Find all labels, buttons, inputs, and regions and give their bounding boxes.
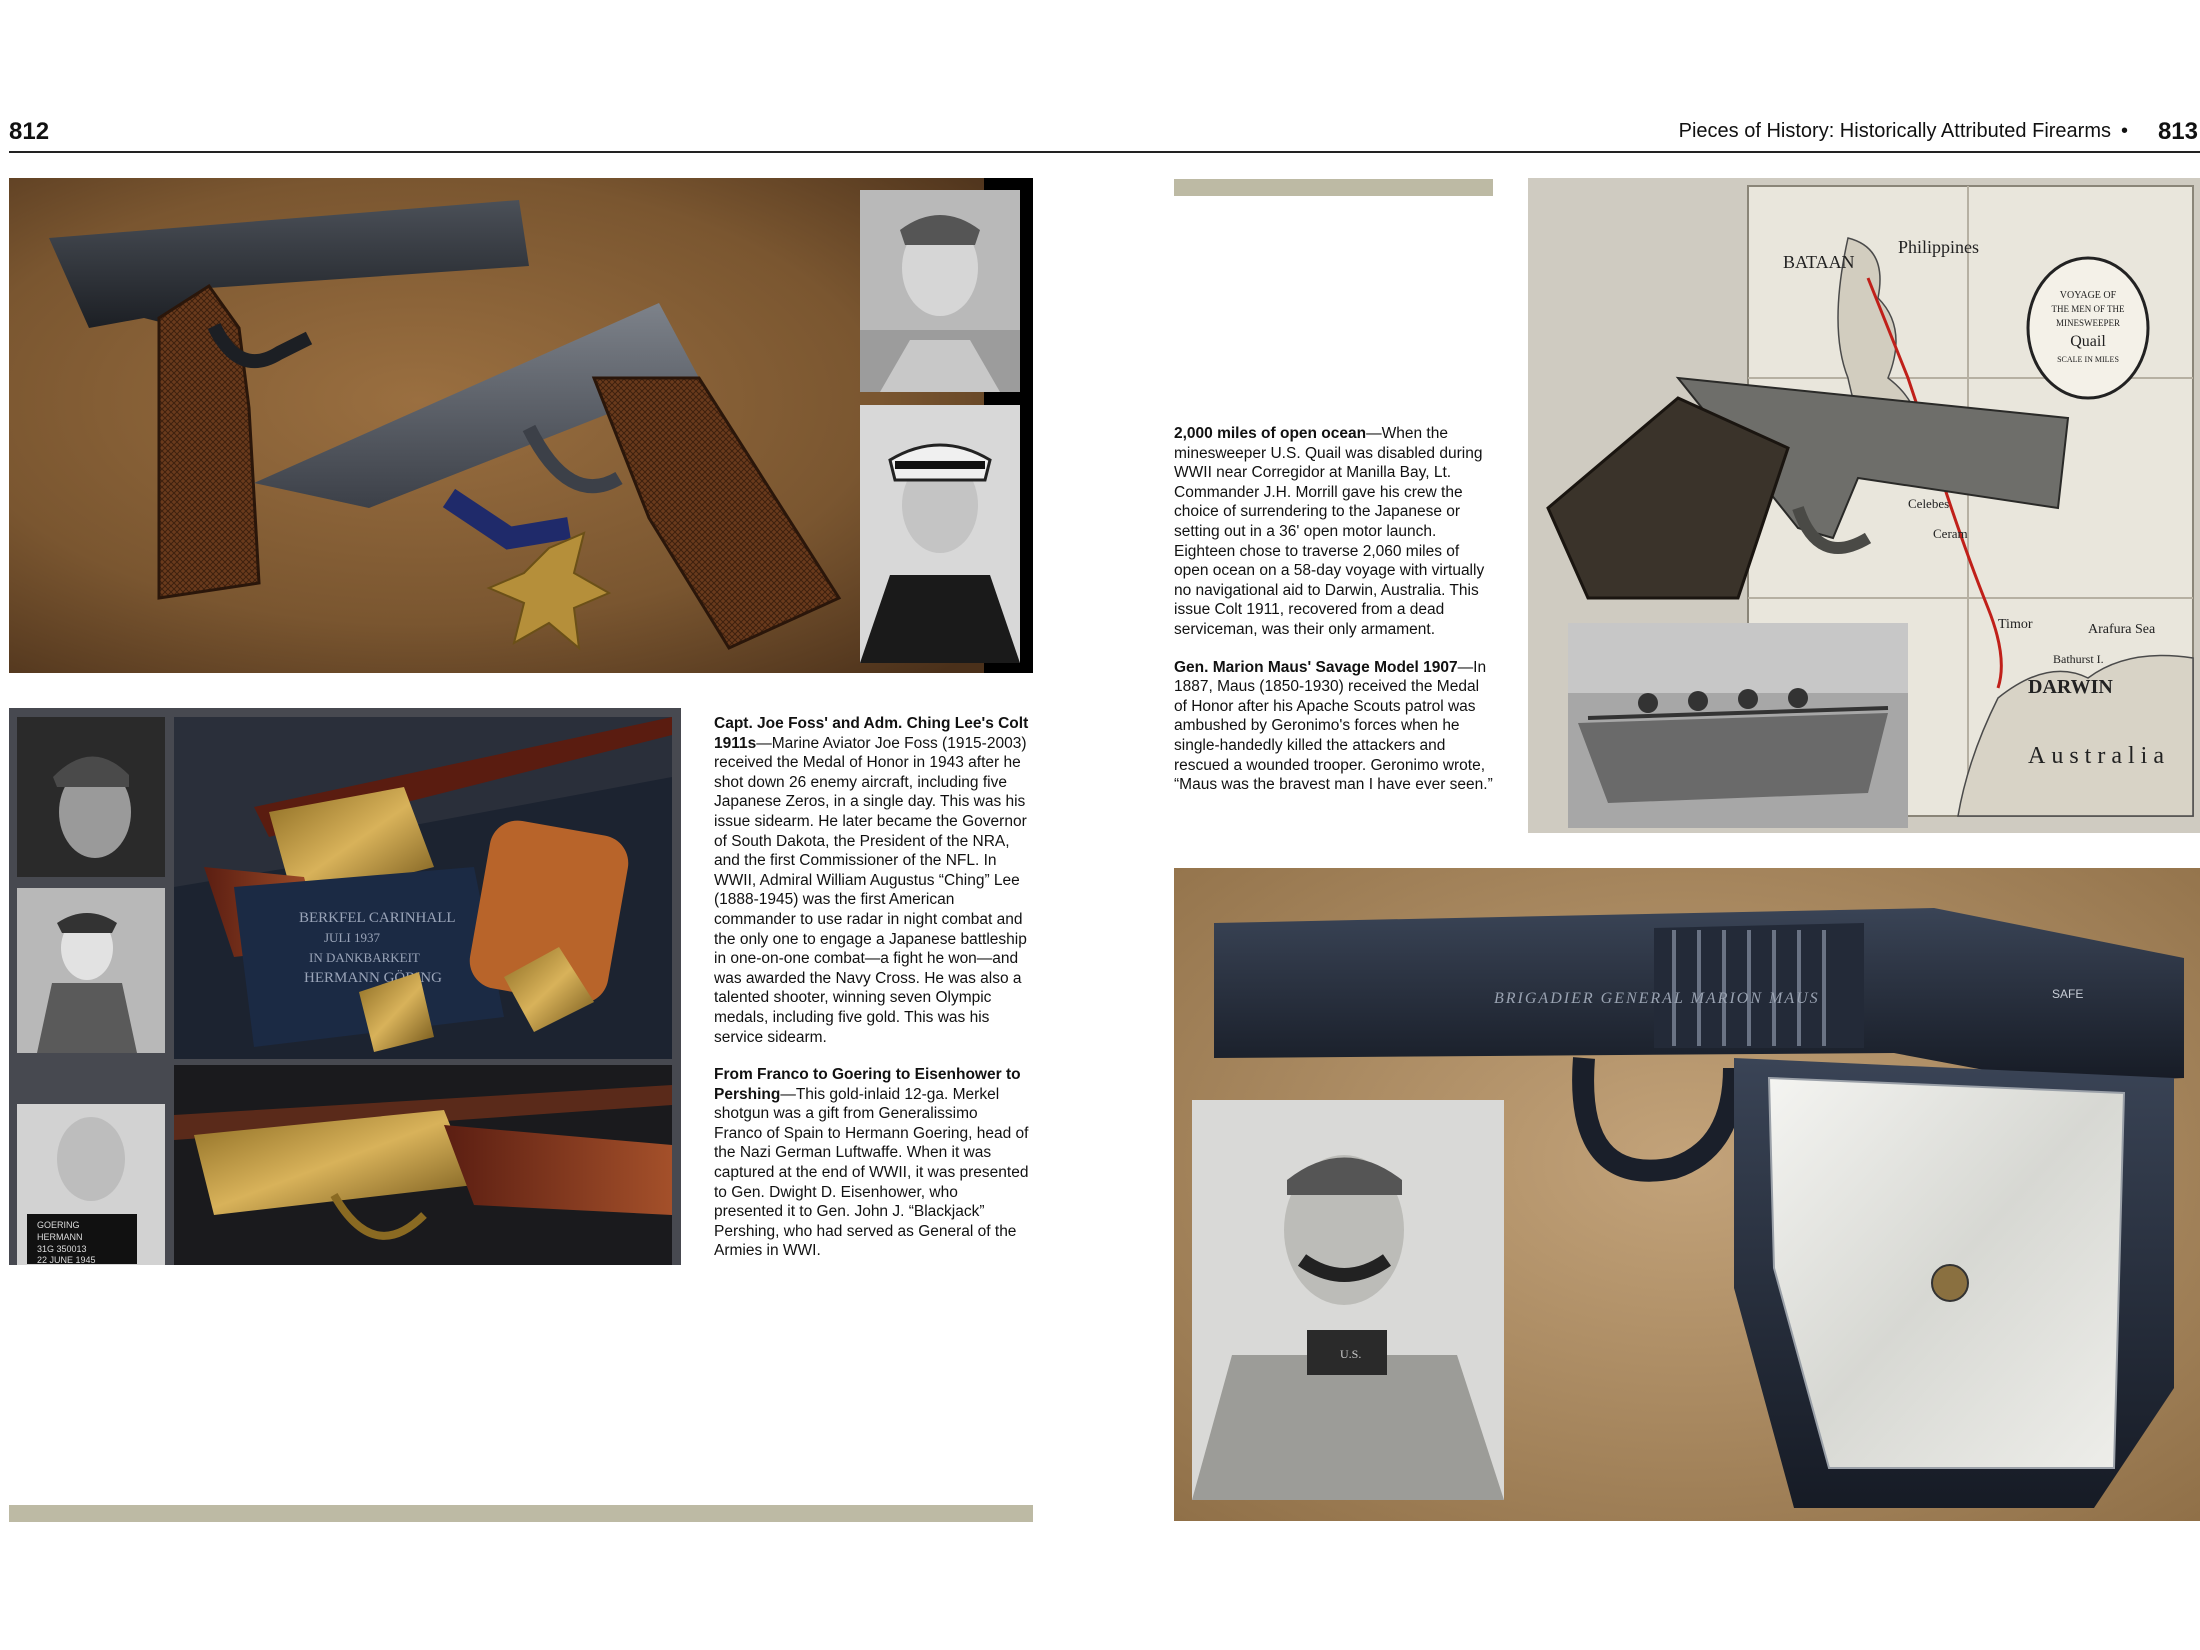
portrait-goering: [17, 1104, 165, 1265]
caption-body: —When the minesweeper U.S. Quail was disabled during WWII near Corregidor at Manilla Bay, Lt. Commander J.H. Morrill gave his crew the choice of surrendering to the Japanese or setting out in a 36' open motor launch. Eighteen chose to traverse 2,060 miles of open ocean on a 58-day voyage with virtually no navigational aid to Darwin, Australia. This issue Colt 1911, recovered from a dead serviceman, was their only armament.: [1174, 425, 1485, 638]
portrait-marion-maus: [1192, 1100, 1504, 1500]
header-rule: [9, 151, 2200, 153]
caption-body: —Marine Aviator Joe Foss (1915-2003) received the Medal of Honor in 1943 after he shot down 26 enemy aircraft, including five Japanese Zeros, in a single day. This was his issue sidearm. He later became the Governor of South Dakota, the President of the NRA, and the first Commissioner of the NFL. In WWII, Admiral William Augustus “Ching” Lee (1888-1945) was the first American commander to use radar in night combat and the only one to engage a Japanese battleship in one-on-one combat—a fight he won—and was awarded the Navy Cross. He was also a talented shooter, winning seven Olympic medals, including five gold. This was his service sidearm.: [714, 734, 1027, 1046]
placard-line: GOERING: [37, 1220, 80, 1230]
caption-title: 2,000 miles of open ocean: [1174, 425, 1367, 442]
savage-safe-text: SAFE: [2052, 987, 2084, 1001]
map-label-ceram: Ceram: [1933, 526, 1968, 541]
motor-launch-photo: [1568, 623, 1908, 828]
map-label-bataan: BATAAN: [1783, 252, 1855, 272]
caption-column-right: [1174, 424, 1494, 807]
placard-line: 31G 350013: [37, 1244, 87, 1254]
caption-title: Gen. Marion Maus' Savage Model 1907: [1174, 658, 1458, 676]
right-page-number: 813: [2157, 118, 2198, 145]
savage-engraving-text: BRIGADIER GENERAL MARION MAUS: [1494, 990, 1820, 1007]
left-page-number: 812: [9, 118, 50, 145]
caption-column-left: [714, 714, 1030, 1273]
goering-shotgun-photo: [9, 708, 681, 1265]
shoulder-letters: U.S.: [1340, 1347, 1362, 1361]
caption-title: From Franco to Goering to Eisenhower to Pershing: [714, 1066, 1021, 1103]
section-title: Pieces of History: Historically Attributed Firearms: [1678, 120, 2111, 142]
placard-line: 22 JUNE 1945: [37, 1255, 96, 1265]
caption-body: —This gold-inlaid 12-ga. Merkel shotgun was a gift from Generalissimo Franco of Spain to Hermann Goering, head of the Nazi German Luftwaffe. When it was captured at the end of WWII, it was presented to Gen. Dwight D. Eisenhower, who presented it to Gen. John J. “Blackjack” Pershing, who had served as General of the Armies in WWI.: [714, 1085, 1029, 1260]
svg-text:THE MEN OF THE: THE MEN OF THE: [2051, 304, 2125, 314]
quail-colt-map-photo: [1528, 178, 2200, 833]
portrait-ching-lee: [860, 405, 1020, 663]
caption-franco-goering: [714, 1065, 1030, 1261]
svg-text:VOYAGE OF: VOYAGE OF: [2059, 290, 2117, 301]
map-label-australia: Australia: [2028, 743, 2170, 769]
placard-line: HERMANN: [37, 1232, 83, 1242]
case-lid-text: JULI 1937: [324, 930, 380, 945]
portrait-pershing: [17, 888, 165, 1053]
running-header: [1679, 120, 2138, 143]
caption-open-ocean: [1174, 424, 1494, 640]
caption-title: Capt. Joe Foss' and Adm. Ching Lee's Colt 1911s: [714, 715, 1029, 752]
map-label-philippines: Philippines: [1898, 237, 1980, 257]
map-label-arafura: Arafura Sea: [2088, 622, 2156, 637]
caption-foss-lee: [714, 714, 1030, 1047]
right-accent-bar: [1174, 179, 1493, 196]
caption-maus: [1174, 658, 1494, 795]
map-label-celebes: Celebes: [1908, 496, 1950, 511]
svg-text:SCALE IN MILES: SCALE IN MILES: [2057, 355, 2119, 364]
map-label-darwin: DARWIN: [2028, 676, 2113, 698]
left-accent-bar: [9, 1505, 1033, 1522]
savage-model-1907-photo: [1174, 868, 2200, 1521]
svg-text:MINESWEEPER: MINESWEEPER: [2056, 318, 2120, 328]
header-separator: •: [2120, 120, 2128, 142]
case-lid-text: IN DANKBARKEIT: [309, 950, 420, 965]
caption-body: —In 1887, Maus (1850-1930) received the Medal of Honor after his Apache Scouts patrol was ambushed by Geronimo's forces when he single-handedly killed the attackers and rescued a wounded trooper. Geronimo wrote, “Maus was the bravest man I have ever seen.”: [1174, 658, 1493, 794]
map-label-bathurst: Bathurst I.: [2053, 652, 2104, 666]
portrait-joe-foss: [860, 190, 1020, 392]
portrait-eisenhower: [17, 717, 165, 877]
shotgun-receiver-panel: [174, 1065, 672, 1265]
case-lid-text: BERKFEL CARINHALL: [299, 910, 456, 926]
map-cartouche: [2028, 258, 2148, 398]
shotgun-action-panel: [174, 717, 672, 1059]
colt-1911s-photo: [9, 178, 1033, 673]
map-label-timor: Timor: [1998, 617, 2033, 632]
svg-text:Quail: Quail: [2070, 333, 2106, 350]
case-lid-text: HERMANN GÖRING: [304, 970, 442, 986]
